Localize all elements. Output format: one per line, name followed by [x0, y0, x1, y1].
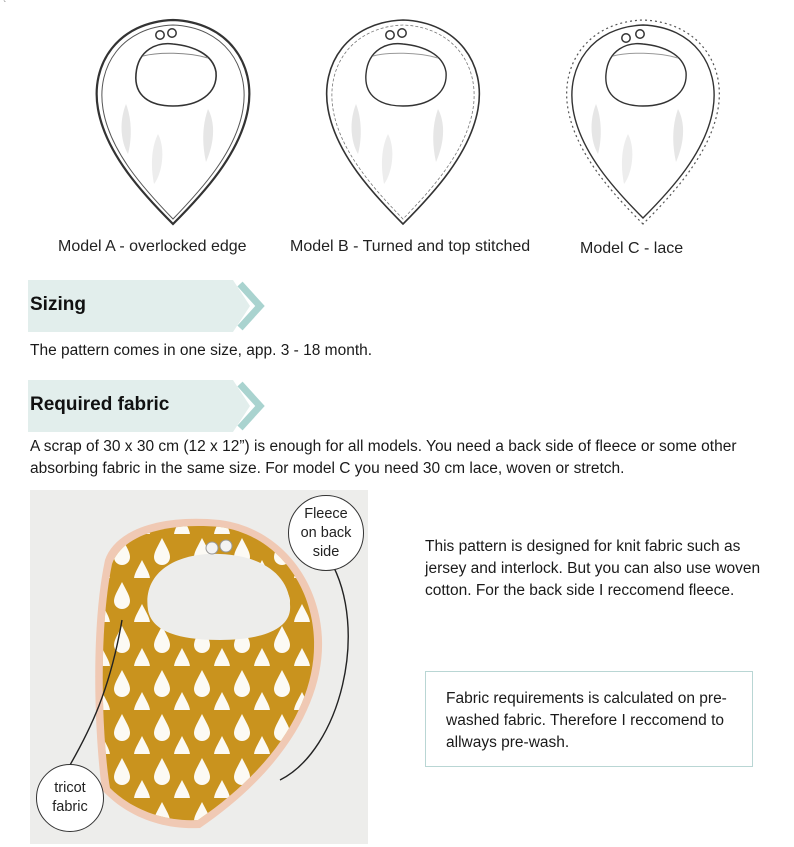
fleece-label	[288, 495, 364, 571]
tricot-label	[36, 764, 104, 832]
sizing-title: Sizing	[30, 294, 86, 315]
model-c-caption: Model C - lace	[580, 240, 684, 257]
prewash-note-box	[425, 671, 753, 767]
model-a-bib-illustration	[88, 14, 258, 236]
fabric-heading-banner	[28, 380, 268, 432]
fleece-label-line1: Fleece	[304, 505, 348, 522]
fabric-text: A scrap of 30 x 30 cm (12 x 12”) is enough for all models. You need a back side of fleece or some other absorbing fabric in the same size. For model C you need 30 cm lace, woven or stretch.	[30, 438, 737, 477]
tricot-label-line2: fabric	[52, 799, 88, 815]
fleece-label-line2: on back	[300, 524, 352, 541]
fabric-title: Required fabric	[30, 394, 170, 415]
knit-fabric-description: This pattern is designed for knit fabric such as jersey and interlock. But you can also use woven cotton. For the back side I reccomend fleece.	[425, 538, 761, 599]
corner-mark: `	[3, 0, 7, 11]
fleece-label-line3: side	[312, 543, 340, 560]
sizing-heading-banner	[28, 280, 268, 332]
model-b-caption: Model B - Turned and top stitched	[290, 238, 531, 255]
model-b-bib-illustration	[318, 14, 488, 236]
sizing-text: The pattern comes in one size, app. 3 - 18 month.	[30, 342, 373, 359]
prewash-note-text: Fabric requirements is calculated on pre-washed fabric. Therefore I reccomend to allways pre-wash.	[446, 690, 727, 751]
model-a-caption: Model A - overlocked edge	[58, 238, 247, 255]
model-c-bib-illustration	[558, 14, 728, 236]
tricot-label-line1: tricot	[54, 780, 86, 796]
